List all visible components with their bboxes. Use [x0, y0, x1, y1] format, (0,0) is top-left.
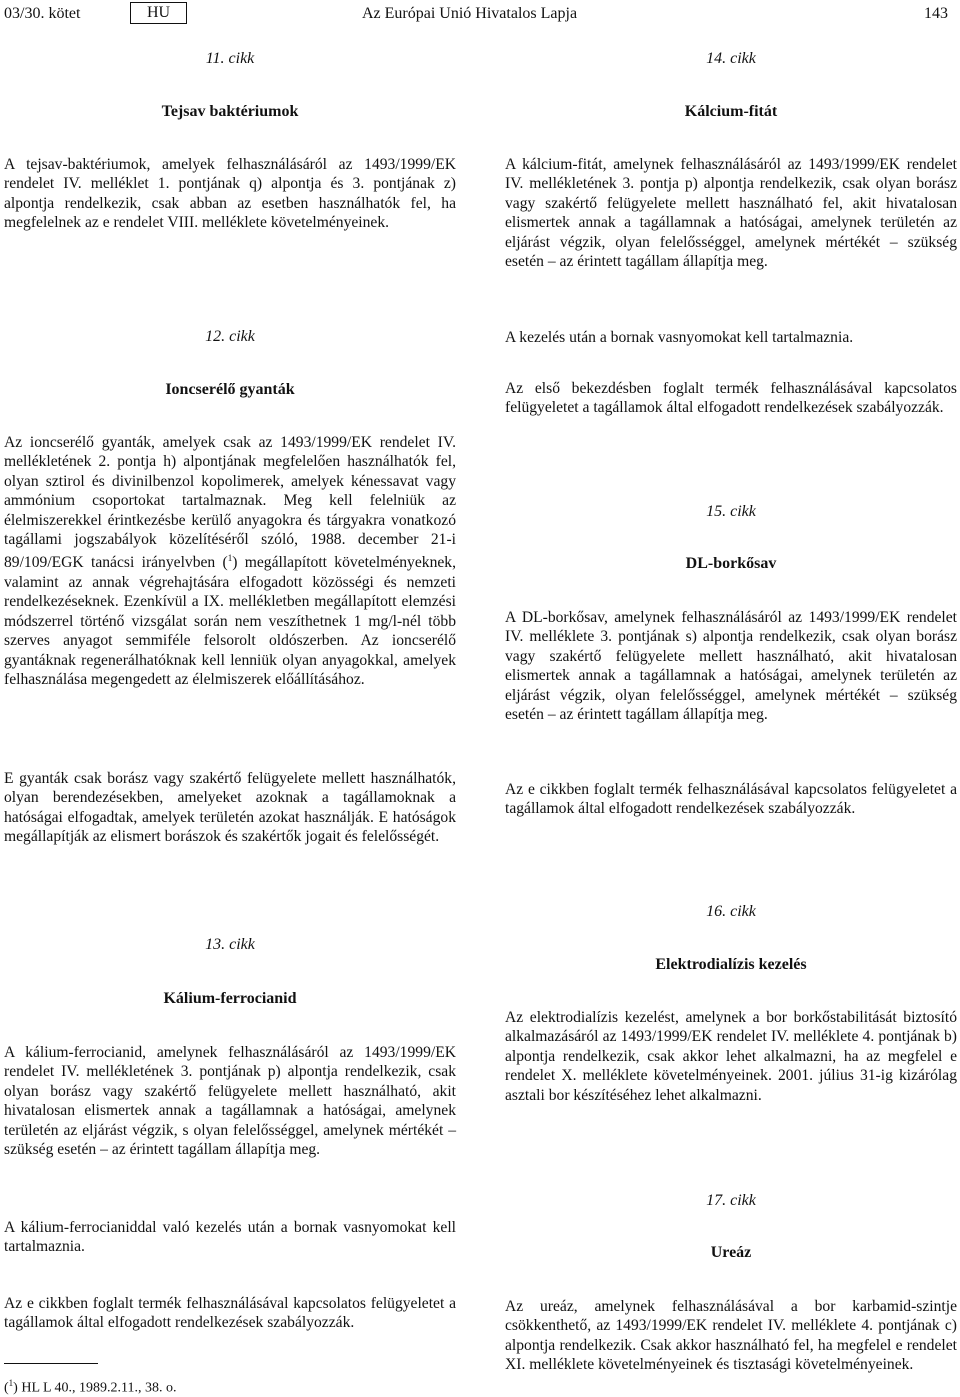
footnote: ($^1$) HL L 40., 1989.2.11., 38. o.: [4, 1378, 177, 1396]
article-15-paragraph-2: Az e cikkben foglalt termék felhasználásával kapcsolatos felügyeletet a tagállamok által elfogadott rendelkezések szabályozzák.: [505, 781, 957, 818]
article-15-paragraph-1: A DL-borkősav, amelynek felhasználásáról az 1493/1999/EK rendelet IV. melléklete 3. pontjának s) alpontja rendelkezik, csak olyan borász vagy szakértő felügyelete mellett használható, akit hivatalosan elismertek annak a tagállamnak a hatóságai, amelynek területén az eljárást végzik, olyan felelősséggel, amelynek mértékét – szükség esetén – az érintett tagállam állapítja meg.: [505, 609, 957, 724]
article-12-number: 12. cikk: [205, 328, 255, 345]
article-15-number: 15. cikk: [706, 503, 756, 520]
volume-label: 03/30. kötet: [4, 5, 81, 22]
article-16-number: 16. cikk: [706, 903, 756, 920]
page-header: [0, 0, 960, 28]
article-14-title: Kálcium-fitát: [684, 103, 778, 120]
article-12-paragraph-1-part-a: Az ioncserélő gyanták, amelyek csak az 1493/1999/EK rendelet IV. mellékletének 2. pontja h) alpontjának megfelelően használhatók fel, olyan sztirol és divinilbenzol kopolimerek, amelyek kénessavat vagy ammónium csoportokat tartalmaznak. Meg kell felelniük az élelmiszerekkel érintkezésbe kerülő anyagokra és tárgyakra vonatkozó tagállami jogszabályok közelítéséről szóló, 1988. december 21-i 89/109/EGK tanácsi irányelvben (: [4, 434, 456, 572]
article-13-paragraph-3: Az e cikkben foglalt termék felhasználásával kapcsolatos felügyeletet a tagállamok által elfogadott rendelkezések szabályozzák.: [4, 1295, 456, 1332]
article-11-title: Tejsav baktériumok: [161, 103, 299, 120]
article-12-title: Ioncserélő gyanták: [165, 381, 295, 398]
article-12-paragraph-2: E gyanták csak borász vagy szakértő felügyelete mellett használhatók, olyan berendezésekben, amelyeket azoknak a tagállamoknak a hatóságai elfogadtak, amelyek területén azokat használják. E hatóságok megállapítják az elismert borászok és szakértők jogait és felelősségét.: [4, 770, 456, 846]
article-17-title: Ureáz: [710, 1244, 752, 1261]
article-14-paragraph-2: A kezelés után a bornak vasnyomokat kell tartalmaznia.: [505, 329, 854, 346]
article-15-title: DL-borkősav: [685, 555, 777, 572]
article-17-number: 17. cikk: [706, 1192, 756, 1209]
article-13-paragraph-1: A kálium-ferrocianid, amelynek felhasználásáról az 1493/1999/EK rendelet IV. mellékletének 3. pontjának p) alpontja rendelkezik, csak olyan borász vagy szakértő felügyelete mellett használható, akit hivatalosan elismertek annak a tagállamnak a hatóságai, amelynek területén az eljárást végzik, s olyan felelősséggel, amelynek mértékét – szükség esetén – az érintett tagállam állapítja meg.: [4, 1044, 456, 1159]
article-14-paragraph-1: A kálcium-fitát, amelynek felhasználásáról az 1493/1999/EK rendelet IV. mellékletének 3. pontja p) alpontja rendelkezik, csak olyan borász vagy szakértő felügyelete mellett használható fel, akit hivatalosan elismertek annak a tagállamnak a hatóságai, amelynek területén az eljárást végzik, olyan felelősséggel, amelynek mértékét – szükség esetén – az érintett tagállam állapítja meg.: [505, 156, 957, 271]
article-13-title: Kálium-ferrocianid: [163, 990, 297, 1007]
page-number: 143: [924, 5, 948, 22]
article-16-title: Elektrodialízis kezelés: [655, 956, 807, 973]
article-13-paragraph-2: A kálium-ferrocianiddal való kezelés után a bornak vasnyomokat kell tartalmaznia.: [4, 1219, 456, 1256]
article-13-number: 13. cikk: [205, 936, 255, 953]
footnote-marker: 1: [8, 1378, 14, 1388]
article-14-number: 14. cikk: [706, 50, 756, 67]
article-12-paragraph-1-part-b: ) megállapított követelményeknek, valamint az annak végrehajtására elfogadott közösségi és nemzeti rendelkezéseknek. Ezenkívül a IX. mellékletben megállapított elemzési módszerrel történő vizsgálat során nem veszíthetnek 1 mg/l-nél több szerves anyagot semmiféle felsorolt oldószerben. Az ioncserélő gyantáknak regenerálhatóknak kell lenniük olyan anyagokkal, amelyek felhasználása megengedett az élelmiszerek előállításához.: [4, 554, 456, 689]
article-16-paragraph-1: Az elektrodialízis kezelést, amelynek a bor borkőstabilitását biztosító alkalmazásáról az 1493/1999/EK rendelet IV. melléklete 4. pontjának b) alpontja rendelkezik, csak akkor lehet alkalmazni, ha az megfelel e rendelet X. melléklete követelményeinek. 2001. július 31-ig kizárólag asztali bor készítéséhez lehet alkalmazni.: [505, 1009, 957, 1104]
journal-title: Az Európai Unió Hivatalos Lapja: [362, 5, 578, 22]
article-11-paragraph-1: A tejsav-baktériumok, amelyek felhasználásáról az 1493/1999/EK rendelet IV. melléklet 1. pontjának q) alpontja és 3. pontjának z) alpontja rendelkezik, csak abban az esetben használhatók fel, ha megfelelnek az e rendelet VIII. melléklete követelményeinek.: [4, 156, 456, 232]
article-14-paragraph-3: Az első bekezdésben foglalt termék felhasználásával kapcsolatos felügyeletet a tagállamok által elfogadott rendelkezések szabályozzák.: [505, 380, 957, 417]
article-11-number: 11. cikk: [205, 50, 255, 67]
footnote-divider: [4, 1363, 98, 1364]
footnote-reference: 1: [227, 553, 233, 564]
language-badge: HU: [130, 2, 187, 24]
article-12-paragraph-1: [4, 433, 456, 689]
footnote-text: HL L 40., 1989.2.11., 38. o.: [17, 1380, 177, 1396]
article-17-paragraph-1: Az ureáz, amelynek felhasználásával a bor karbamid-szintje csökkenthető, az 1493/1999/EK rendelet IV. melléklete 4. pontjának c) alpontja rendelkezik. Csak akkor használható fel, ha megfelel e rendelet XI. melléklete követelményeinek és tisztasági követelményeinek.: [505, 1298, 957, 1374]
